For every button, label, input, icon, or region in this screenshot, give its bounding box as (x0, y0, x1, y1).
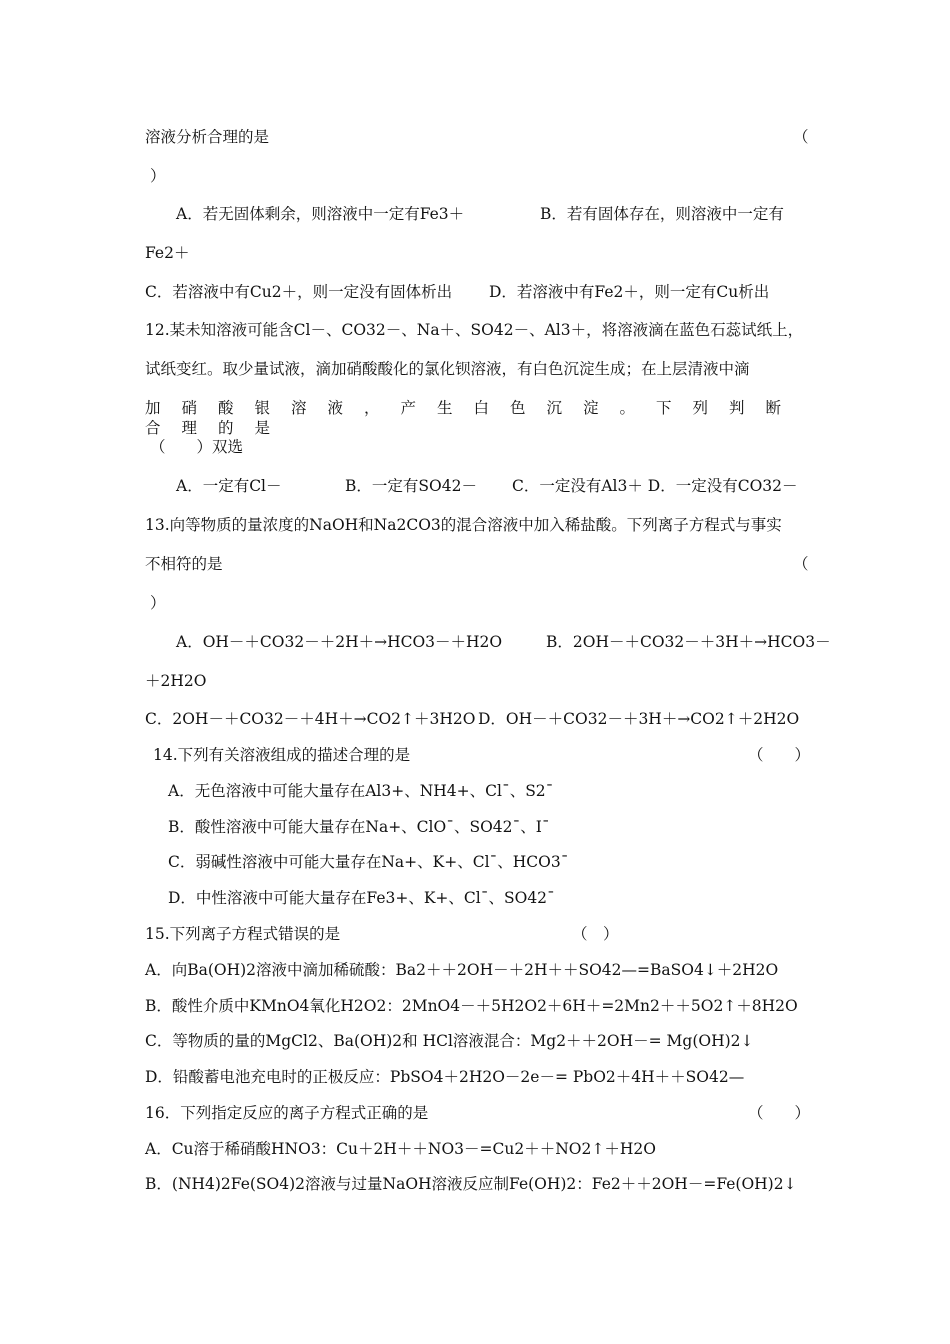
q12-answer-paren: （ ）双选 (150, 438, 244, 456)
q14-option-b: B．酸性溶液中可能大量存在Na+、ClO¯、SO42¯、I¯ (168, 818, 550, 836)
q15-option-c: C．等物质的量的MgCl2、Ba(OH)2和 HCl溶液混合：Mg2＋＋2OH－= Mg(OH)2↓ (145, 1032, 754, 1050)
q12-option-a: A．一定有Cl－ (176, 477, 282, 495)
q14-option-c: C．弱碱性溶液中可能大量存在Na+、K+、Cl¯、HCO3¯ (168, 853, 569, 871)
q11-answer-paren-close: ） (150, 167, 166, 185)
q14-answer-paren: （ ） (748, 746, 811, 764)
q11-option-b: B．若有固体存在，则溶液中一定有 (540, 205, 784, 223)
q13-answer-paren-open: （ (793, 555, 809, 573)
q13-option-c: C．2OH－＋CO32－＋4H＋→CO2↑＋3H2O (145, 710, 476, 728)
q14-stem: 14.下列有关溶液组成的描述合理的是 (153, 746, 411, 764)
q11-answer-paren-open: （ (793, 128, 809, 146)
q13-option-b: B．2OH－＋CO32－＋3H＋→HCO3－ (546, 633, 831, 651)
q11-stem-tail: 溶液分析合理的是 (145, 128, 270, 146)
q12-stem-line1: 12.某未知溶液可能含Cl－、CO32－、Na＋、SO42－、Al3＋，将溶液滴在蓝色石蕊试纸上， (145, 321, 804, 339)
q16-option-b: B．(NH4)2Fe(SO4)2溶液与过量NaOH溶液反应制Fe(OH)2：Fe2＋＋2OH－=Fe(OH)2↓ (145, 1175, 797, 1193)
q13-answer-paren-close: ） (150, 594, 166, 612)
q15-stem: 15.下列离子方程式错误的是 (145, 925, 341, 943)
q11-option-a: A．若无固体剩余，则溶液中一定有Fe3＋ (176, 205, 465, 223)
q13-option-b-tail: ＋2H2O (145, 672, 207, 690)
q16-stem: 16．下列指定反应的离子方程式正确的是 (145, 1104, 429, 1122)
q12-stem-line3-text: 加硝酸银溶液，产生白色沉淀。下列判断合理的是 (145, 399, 803, 437)
q11-option-b-tail: Fe2＋ (145, 244, 190, 262)
q12-option-b: B．一定有SO42－ (345, 477, 477, 495)
q11-option-d: D．若溶液中有Fe2＋，则一定有Cu析出 (489, 283, 770, 301)
q16-option-a: A．Cu溶于稀硝酸HNO3：Cu＋2H＋＋NO3－=Cu2＋＋NO2↑＋H2O (145, 1140, 656, 1158)
q13-option-d: D．OH－＋CO32－＋3H＋→CO2↑＋2H2O (478, 710, 800, 728)
q14-option-a: A．无色溶液中可能大量存在Al3+、NH4+、Cl¯、S2¯ (168, 782, 554, 800)
q15-option-d: D．铅酸蓄电池充电时的正极反应：PbSO4＋2H2O－2e－= PbO2＋4H＋＋SO42— (145, 1068, 745, 1086)
q12-stem-line3 (145, 398, 805, 438)
q15-option-b: B．酸性介质中KMnO4氧化H2O2：2MnO4－＋5H2O2＋6H＋=2Mn2＋＋5O2↑＋8H2O (145, 997, 798, 1015)
q13-stem-line2: 不相符的是 (145, 555, 223, 573)
q11-option-c: C．若溶液中有Cu2＋，则一定没有固体析出 (145, 283, 453, 301)
q12-stem-line2: 试纸变红。取少量试液，滴加硝酸酸化的氯化钡溶液，有白色沉淀生成；在上层清液中滴 (145, 360, 750, 378)
q13-stem-line1: 13.向等物质的量浓度的NaOH和Na2CO3的混合溶液中加入稀盐酸。下列离子方程式与事实 (145, 516, 782, 534)
q12-option-c-d: C．一定没有Al3＋ D．一定没有CO32－ (512, 477, 798, 495)
q15-option-a: A．向Ba(OH)2溶液中滴加稀硫酸：Ba2＋＋2OH－＋2H＋＋SO42—=BaSO4↓＋2H2O (145, 961, 779, 979)
q16-answer-paren: （ ） (748, 1104, 811, 1122)
q14-option-d: D．中性溶液中可能大量存在Fe3+、K+、Cl¯、SO42¯ (168, 889, 555, 907)
q13-option-a: A．OH－＋CO32－＋2H＋→HCO3－＋H2O (176, 633, 503, 651)
q15-answer-paren: （ ） (572, 925, 619, 943)
